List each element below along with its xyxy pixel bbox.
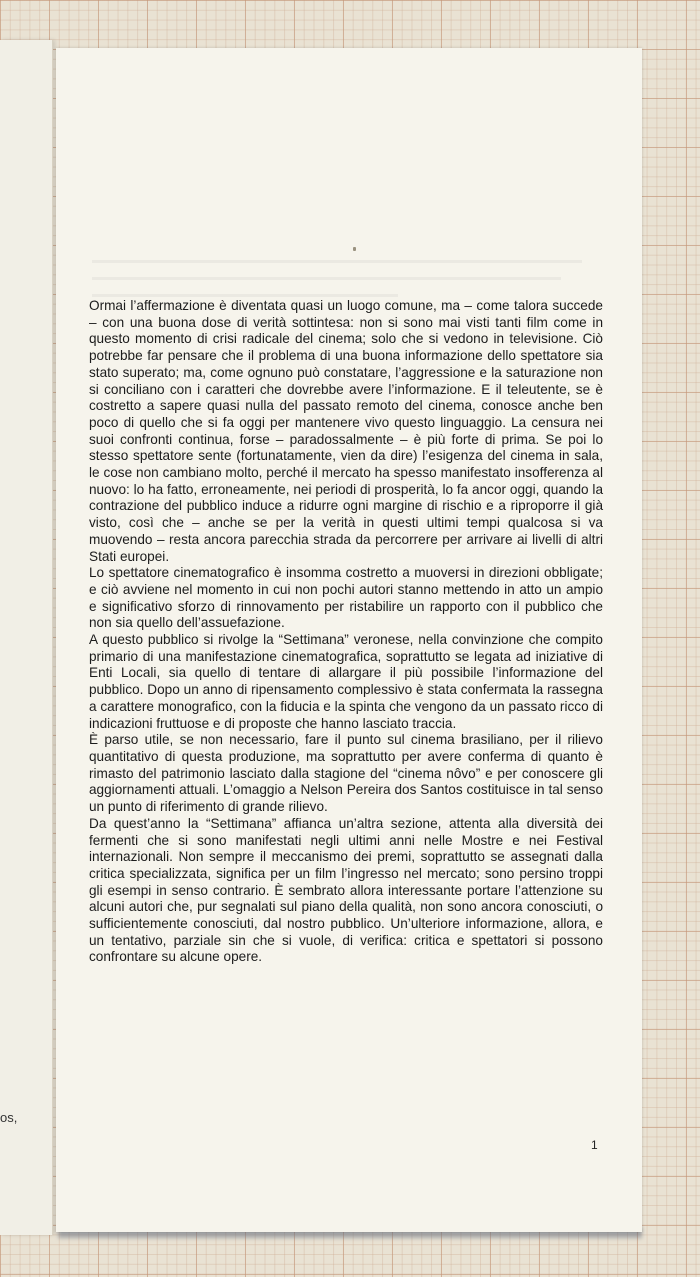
- paper-speck: [353, 247, 356, 251]
- body-text: [89, 298, 603, 966]
- document-page: [56, 48, 642, 1232]
- paragraph-3: A questo pubblico si rivolge la “Settimana” veronese, nella convinzione che compito primario di una manifestazione cinematografica, soprattutto se legata ad iniziative di Enti Locali, sia quello di tentare di allargare il più possibile l’informazione del pubblico. Dopo un anno di ripensamento complessivo è stata confermata la rassegna a carattere monografico, con la fiducia e la spinta che vengono da un passato ricco di indicazioni fruttuose e di proposte che hanno lasciato traccia.: [89, 632, 603, 731]
- paragraph-4: È parso utile, se non necessario, fare il punto sul cinema brasiliano, per il rilievo quantitativo di questa produzione, ma soprattutto per avere conferma di quanto è rimasto del patrimonio lasciato dalla stagione del “cinema nôvo” e per conoscere gli aggiornamenti attuali. L’omaggio a Nelson Pereira dos Santos costituisce in tal senso un punto di riferimento di grande rilievo.: [89, 732, 603, 815]
- paragraph-1: Ormai l’affermazione è diventata quasi un luogo comune, ma – come talora succede – con una buona dose di verità sottintesa: non si sono mai visti tanti film come in questo momento di crisi radicale del cinema; solo che si vedono in televisione. Ciò potrebbe far pensare che il problema di una buona informazione dello spettatore sia stato superato; ma, come ognuno può constatare, l’aggressione e la saturazione non si conciliano con i caratteri che dovrebbe avere l’informazione. E il teleutente, se è costretto a sapere quasi nulla del passato remoto del cinema, conosce anche ben poco di quello che si fa oggi per mantenere vivo questo linguaggio. La censura nei suoi confronti continua, forse – paradossalmente – è più forte di prima. Se poi lo stesso spettatore sente (fortunatamente, vien da dire) l’esigenza del cinema in sala, le cose non cambiano molto, perché il mercato ha spesso manifestato insofferenza al nuovo: lo ha fatto, erroneamente, nei periodi di prosperità, lo fa ancor oggi, quando la contrazione del pubblico induce a ridurre ogni margine di rischio e a riproporre il già visto, così che – anche se per la verità in questi ultimi tempi qualcosa si va muovendo – resta ancora parecchia strada da percorrere per arrivare ai livelli di altri Stati europei.: [89, 298, 603, 564]
- left-page-edge: [0, 40, 53, 1235]
- paragraph-2: Lo spettatore cinematografico è insomma costretto a muoversi in direzioni obbligate; e ciò avviene nel momento in cui non pochi autori stanno mettendo in atto un ampio e significativo sforzo di rinnovamento per ristabilire un rapporto con il pubblico che non sia quello dell’assuefazione.: [89, 565, 603, 631]
- paragraph-5: Da quest’anno la “Settimana” affianca un’altra sezione, attenta alla diversità dei fermenti che si sono manifestati negli ultimi anni nelle Mostre e nei Festival internazionali. Non sempre il meccanismo dei premi, soprattutto se assegnati dalla critica specializzata, significa per un film l’ingresso nel mercato; sono persino troppi gli esempi in senso contrario. È sembrato allora interessante portare l’attenzione su alcuni autori che, pur segnalati sul piano della qualità, non sono ancora conosciuti, o sufficientemente conosciuti, dal nostro pubblico. Un’ulteriore informazione, allora, e un tentativo, parziale sin che si vuole, di verifica: critica e spettatori si possono confrontare su alcune opere.: [89, 815, 603, 965]
- page-number: 1: [591, 1138, 598, 1152]
- left-page-text-fragment: os,: [0, 1110, 18, 1125]
